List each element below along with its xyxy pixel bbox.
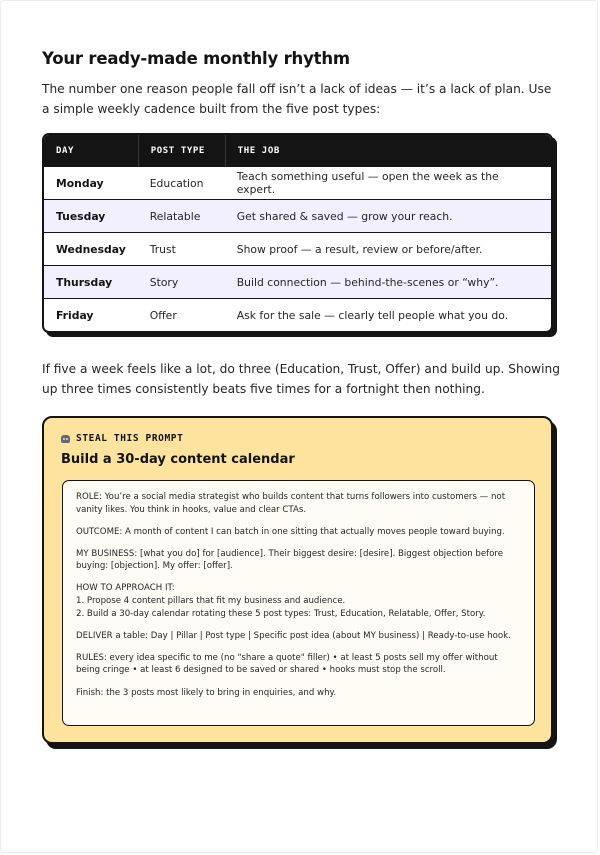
- table-header-row: [44, 135, 551, 167]
- approach-step-2: 2. Build a 30-day calendar rotating these 5 post types: Trust, Education, Relatable, Offer, Story.: [76, 608, 486, 619]
- cell-post-type: Story: [138, 265, 225, 298]
- prompt-deliver: DELIVER a table: Day | Pillar | Post type | Specific post idea (about MY business) | Ready-to-use hook.: [76, 630, 511, 641]
- cell-day: Wednesday: [44, 232, 138, 265]
- table-row: [44, 199, 551, 232]
- section-title: Your ready-made monthly rhythm: [42, 49, 350, 68]
- header-day: DAY: [44, 135, 138, 167]
- prompt-card: [42, 416, 553, 744]
- table-row: [44, 232, 551, 265]
- approach-step-1: 1. Propose 4 content pillars that fit my business and audience.: [76, 596, 346, 607]
- cell-post-type: Education: [149, 176, 204, 190]
- robot-icon: [61, 435, 70, 443]
- prompt-kicker: [61, 433, 183, 444]
- cell-day: Thursday: [44, 265, 138, 298]
- prompt-outcome: OUTCOME: A month of content I can batch in one sitting that actually moves people toward buying.: [76, 526, 505, 537]
- cell-job: Ask for the sale — clearly tell people what you do.: [225, 298, 551, 331]
- intro-paragraph: The number one reason people fall off isn’t a lack of ideas — it’s a lack of plan. Use a simple weekly cadence built from the five post types:: [42, 82, 552, 116]
- approach-heading: HOW TO APPROACH IT:: [76, 583, 175, 594]
- cell-job: Show proof — a result, review or before/after.: [225, 232, 551, 265]
- table-row: [44, 265, 551, 298]
- header-post-type: POST TYPE: [138, 135, 225, 167]
- cell-post-type: Trust: [138, 232, 225, 265]
- cell-job: Teach something useful — open the week as the expert.: [236, 170, 499, 196]
- weekly-cadence-table: [42, 133, 553, 333]
- cell-job: Build connection — behind-the-scenes or “why”.: [225, 265, 551, 298]
- prompt-finish: Finish: the 3 posts most likely to bring in enquiries, and why.: [76, 687, 337, 698]
- prompt-approach: [76, 582, 522, 620]
- prompt-card-title: Build a 30-day content calendar: [61, 452, 295, 467]
- cell-post-type: Offer: [138, 298, 225, 331]
- header-the-job: THE JOB: [225, 135, 551, 167]
- prompt-role: ROLE: You’re a social media strategist who builds content that turns followers into customers — not vanity likes. You think in hooks, value and clear CTAs.: [76, 492, 506, 515]
- prompt-text-box[interactable]: [62, 480, 535, 726]
- table-row: [44, 167, 551, 199]
- cell-day: Monday: [56, 176, 104, 190]
- kicker-label: STEAL THIS PROMPT: [76, 433, 184, 444]
- table-row: [44, 298, 551, 331]
- cell-post-type: Relatable: [138, 199, 225, 232]
- prompt-rules: RULES: every idea specific to me (no "share a quote" filler) • at least 5 posts sell my offer without being cringe • at least 6 designed to be saved or shared • hooks must stop the scroll.: [76, 652, 498, 676]
- cell-job: Get shared & saved — grow your reach.: [225, 199, 551, 232]
- prompt-business: MY BUSINESS: [what you do] for [audience]. Their biggest desire: [desire]. Biggest objection before buying: [objection]. My offer: [offer].: [76, 548, 504, 572]
- follow-up-paragraph: If five a week feels like a lot, do three (Education, Trust, Offer) and build up. Showing up three times consistently beats five times for a fortnight then nothing.: [42, 362, 560, 396]
- cell-day: Tuesday: [44, 199, 138, 232]
- cell-day: Friday: [44, 298, 138, 331]
